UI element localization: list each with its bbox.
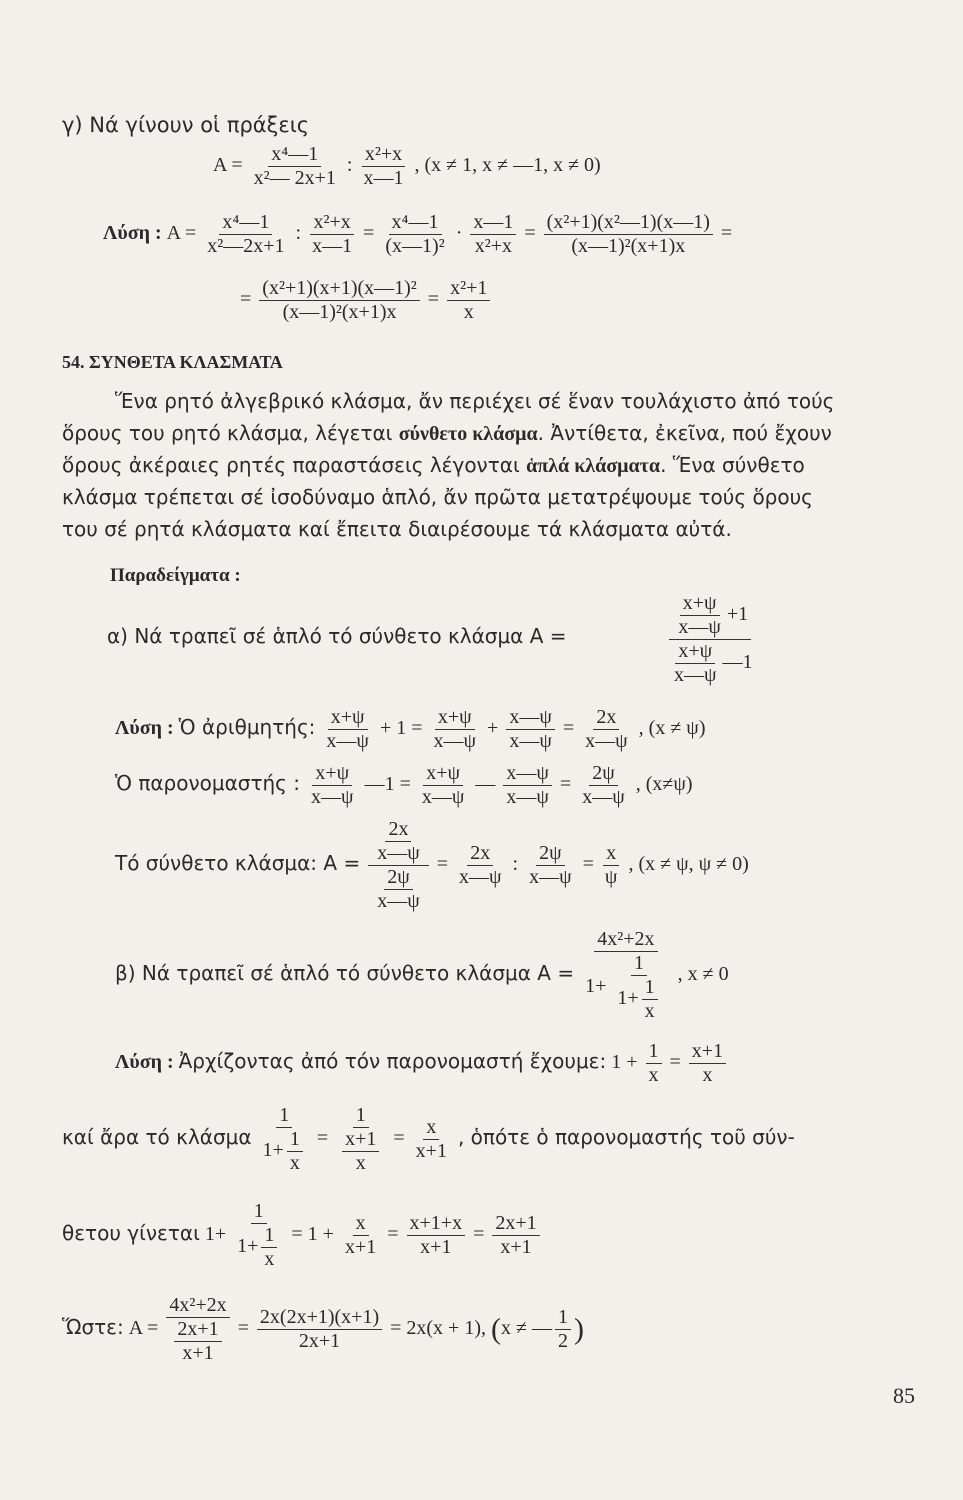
ea-top-den: x—ψ [678, 616, 721, 638]
eb-t-frac [234, 1200, 283, 1271]
eb-solution-label: Λύση : [115, 1051, 174, 1074]
solution-label: Λύση : [103, 222, 162, 245]
ea-composite-label: Τό σύνθετο κλάσμα: A = [115, 851, 361, 876]
ead-f3-den: x—ψ [506, 786, 549, 808]
eb-w-num: 4x²+2x [166, 1294, 229, 1318]
eb-w-lhs: A = [128, 1317, 159, 1340]
ea-top-plus: +1 [726, 603, 749, 626]
eac-eq-2: = [582, 853, 594, 876]
eb-den [582, 952, 670, 1023]
sol-colon: : [295, 222, 302, 245]
eac-bot-den: x—ψ [377, 890, 420, 912]
eb-t-eq-2: = [387, 1223, 399, 1246]
eb-w-den [168, 1318, 227, 1365]
eb-w-cond-frac [555, 1306, 571, 1353]
eb-composite-frac [582, 928, 670, 1023]
eb-num: 4x²+2x [594, 928, 657, 952]
sol-frac-1-den: x²—2x+1 [207, 235, 285, 257]
eb-k-den-frac [287, 1128, 303, 1175]
sol-frac-3-num: x⁴—1 [389, 211, 442, 235]
eb-den-inner [614, 976, 663, 1023]
eac-f1-den: x—ψ [459, 866, 502, 888]
sol-frac-4-den: x²+x [474, 235, 513, 257]
sol-frac-5 [544, 211, 713, 258]
ean-f4-num: 2x [593, 706, 619, 730]
eb-s1-eq: = [669, 1051, 681, 1074]
ea-solution-label: Λύση : [115, 717, 174, 740]
eb-t-frac-2 [342, 1212, 379, 1259]
sol-frac-1-num: x⁴—1 [219, 211, 272, 235]
ean-f4-den: x—ψ [585, 730, 628, 752]
ean-frac-3 [506, 706, 555, 753]
sol-frac-3-den: (x—1)² [385, 235, 445, 257]
section-line-3 [62, 449, 805, 482]
term-composite-fraction: σύνθετο κλάσμα [398, 423, 538, 445]
eb-t-den [234, 1224, 283, 1271]
example-b-wste-line [62, 1294, 584, 1365]
eac-f2-den: x—ψ [529, 866, 572, 888]
sol2-frac-1-den: (x—1)²(x+1)x [282, 301, 397, 323]
eb-t-den-frac [261, 1224, 277, 1271]
ea-bot-frac [671, 640, 720, 687]
ead-frac-4 [579, 762, 628, 809]
sol-frac-1 [204, 211, 287, 258]
section-line-2-a: ὅρους του ρητό κλάσμα, λέγεται [62, 421, 399, 445]
example-b-kai-line [62, 1104, 795, 1175]
eac-f3-den: ψ [604, 866, 618, 888]
eac-bot-num: 2ψ [384, 866, 413, 890]
def-frac-2-num: x²+x [362, 143, 405, 167]
ead-f1-den: x—ψ [311, 786, 354, 808]
eb-den-inner-den: x [644, 1000, 655, 1022]
eb-t-f4-num: 2x+1 [492, 1212, 539, 1236]
def-frac-2 [360, 143, 406, 190]
eb-den-1plus: 1+ [585, 975, 607, 998]
ead-f1-num: x+ψ [312, 762, 352, 786]
eac-f3-num: x [603, 842, 619, 866]
eb-w-frac-2 [257, 1306, 382, 1353]
eb-k-den-1plus: 1+ [262, 1139, 284, 1162]
ead-frac-1 [308, 762, 357, 809]
term-simple-fraction: ἁπλά κλάσματα [526, 455, 661, 477]
eb-t-eq-3: = [473, 1223, 485, 1246]
eac-frac-3 [602, 842, 621, 889]
eac-composite-top [368, 818, 429, 866]
example-a-composite-top [669, 592, 751, 640]
eb-w-eq: = [237, 1317, 249, 1340]
example-a-composite-bottom [665, 640, 756, 687]
sol2-frac-2 [447, 277, 490, 324]
eb-k-num: 1 [276, 1104, 292, 1128]
eb-den-inner-1plus: 1+ [617, 987, 639, 1010]
def-op: : [346, 154, 353, 177]
eb-s1-frac-2 [689, 1040, 726, 1087]
section-title: 54. ΣΥΝΘΕΤΑ ΚΛΑΣΜΑΤΑ [62, 352, 283, 372]
sol-frac-3 [382, 211, 447, 258]
eb-t-frac-4 [492, 1212, 539, 1259]
eb-kai-text: καί ἄρα τό κλάσμα [62, 1125, 252, 1150]
sol-frac-4-num: x—1 [470, 211, 516, 235]
ean-cond: , (x ≠ ψ) [638, 717, 706, 740]
eb-w-den-den: x+1 [182, 1342, 214, 1364]
ea-bot-minus: —1 [722, 651, 753, 674]
eb-s1-f1-den: x [648, 1064, 659, 1086]
ean-f3-num: x—ψ [506, 706, 555, 730]
ean-f1-den: x—ψ [326, 730, 369, 752]
eac-composite-bottom [368, 866, 429, 913]
def-condition: , (x ≠ 1, x ≠ —1, x ≠ 0) [414, 154, 601, 177]
eb-k-f2-den-den: x [355, 1152, 366, 1174]
sol-frac-5-den: (x—1)²(x+1)x [571, 235, 686, 257]
gamma-definition [213, 143, 601, 190]
eac-bot-frac [374, 866, 423, 913]
ean-frac-2 [431, 706, 480, 753]
eb-t-lhs: 1+ [204, 1223, 227, 1246]
example-a-composite [662, 592, 759, 687]
gamma-solution-line-1 [103, 211, 732, 258]
def-frac-2-den: x—1 [363, 167, 404, 189]
eac-top-den: x—ψ [377, 842, 420, 864]
eb-t-den-1plus: 1+ [237, 1235, 259, 1258]
eb-w-f2-num: 2x(2x+1)(x+1) [257, 1306, 382, 1330]
sol2-frac-1 [259, 277, 420, 324]
ead-frac-3 [503, 762, 552, 809]
def-frac-1-den: x²— 2x+1 [253, 167, 336, 189]
eb-k-den-den: x [289, 1152, 300, 1174]
sol-frac-2-den: x—1 [312, 235, 353, 257]
ean-f2-num: x+ψ [435, 706, 475, 730]
example-a-composite-frac [665, 592, 756, 687]
eb-t-f2-den: x+1 [344, 1236, 377, 1258]
sol-eq-1: = [363, 222, 375, 245]
ea-denominator-label: Ὁ παρονομαστής : [115, 771, 301, 796]
example-b-thetou-line [62, 1200, 543, 1271]
eac-top-num: 2x [385, 818, 411, 842]
example-a-text: α) Νά τραπεῖ σέ ἁπλό τό σύνθετο κλάσμα A = [107, 624, 567, 648]
eb-cond: , x ≠ 0 [677, 963, 729, 986]
eb-t-num: 1 [251, 1200, 267, 1224]
eac-frac-1 [456, 842, 505, 889]
eb-w-cond-num: 1 [555, 1306, 571, 1330]
eb-k-eq-2: = [393, 1127, 405, 1150]
sol-lhs: A = [166, 222, 197, 245]
ea-bot-den: x—ψ [674, 664, 717, 686]
eb-w-cond-a: x ≠ — [501, 1317, 552, 1340]
eac-frac-2 [526, 842, 575, 889]
gamma-solution-line-2 [240, 277, 493, 324]
eac-composite-frac [368, 818, 429, 913]
ean-frac-4 [582, 706, 631, 753]
ead-minus1: —1 = [364, 773, 411, 796]
example-a-numerator-line [115, 706, 706, 753]
eac-eq: = [436, 853, 449, 876]
eb-k-f3-den: x+1 [415, 1140, 447, 1162]
eb-s1-lhs: 1 + [611, 1051, 638, 1074]
eb-t-den-den: x [264, 1248, 275, 1270]
section-line-2 [62, 417, 832, 450]
eb-wste-label: Ὥστε: [62, 1315, 124, 1340]
example-a-denominator-line [115, 762, 693, 809]
open-paren: ( [491, 1312, 501, 1346]
eb-k-frac-3 [413, 1116, 450, 1163]
eb-t-f3-num: x+1+x [407, 1212, 466, 1236]
example-a-composite-line [115, 818, 749, 913]
ea-bot-num: x+ψ [675, 640, 715, 664]
sol-eq-3: = [720, 222, 733, 245]
ead-f4-num: 2ψ [589, 762, 618, 786]
section-line-4: κλάσμα τρέπεται σέ ἰσοδύναμο ἁπλό, ἄν πρῶτα μετατρέψουμε τούς ὅρους [62, 485, 813, 509]
example-b-solution-line [115, 1040, 729, 1087]
gamma-heading: γ) Νά γίνουν οἱ πράξεις [62, 113, 310, 137]
eb-k-f2-den-frac [342, 1128, 379, 1175]
ea-top-frac [675, 592, 724, 639]
section-line-3-a: ὅρους ἀκέραιες ρητές παραστάσεις λέγονται [62, 453, 527, 477]
ea-numerator-label: Ὁ ἀριθμητής: [178, 715, 316, 740]
eb-den-1: 1 [631, 952, 647, 976]
eb-t-f3-den: x+1 [420, 1236, 452, 1258]
eb-t-f2-num: x [353, 1212, 369, 1236]
example-b-statement [115, 928, 729, 1023]
sol-frac-5-num: (x²+1)(x²—1)(x—1) [544, 211, 713, 235]
eb-k-eq: = [316, 1127, 329, 1150]
eac-f2-num: 2ψ [536, 842, 565, 866]
eac-top-frac [374, 818, 423, 865]
eb-thetou-text: θετου γίνεται [62, 1221, 200, 1246]
eb-k-f2-den-num: x+1 [342, 1128, 379, 1152]
eac-f1-num: 2x [467, 842, 493, 866]
section-line-3-c: . Ἕνα σύνθετο [660, 453, 805, 477]
eb-s1-f2-num: x+1 [689, 1040, 726, 1064]
ead-frac-2 [419, 762, 468, 809]
ean-plus1: + 1 = [379, 717, 423, 740]
eb-s1-frac-1 [646, 1040, 662, 1087]
eb-w-cond-den: 2 [557, 1330, 568, 1352]
eac-cond: , (x ≠ ψ, ψ ≠ 0) [628, 853, 749, 876]
ead-minus: — [475, 773, 496, 796]
sol2-frac-2-den: x [463, 301, 474, 323]
eb-k-f2-den [336, 1128, 385, 1175]
sol-eq-2: = [524, 222, 536, 245]
def-frac-1 [251, 143, 339, 190]
eb-s1-f2-den: x [702, 1064, 713, 1086]
eb-solution-text: Ἀρχίζοντας ἀπό τόν παρονομαστή ἔχουμε: [178, 1049, 607, 1074]
eb-k-den-num: 1 [287, 1128, 303, 1152]
eb-den-inner-frac [642, 976, 658, 1023]
eb-k-f3-num: x [423, 1116, 439, 1140]
eb-k-den [260, 1128, 309, 1175]
ead-eq: = [559, 773, 572, 796]
sol2-frac-2-num: x²+1 [447, 277, 490, 301]
eb-t-den-num: 1 [261, 1224, 277, 1248]
ead-f3-num: x—ψ [503, 762, 552, 786]
ean-frac-1 [323, 706, 372, 753]
ean-eq: = [562, 717, 575, 740]
eb-k-tail: , ὁπότε ὁ παρονομαστής τοῦ σύν- [457, 1125, 795, 1150]
ean-f1-num: x+ψ [328, 706, 368, 730]
page-number: 85 [893, 1383, 915, 1408]
eb-w-den-frac [174, 1318, 221, 1365]
def-frac-1-num: x⁴—1 [268, 143, 321, 167]
close-paren: ) [573, 1312, 584, 1346]
sol-frac-2-num: x²+x [310, 211, 353, 235]
ead-f2-num: x+ψ [423, 762, 463, 786]
section-line-1: Ἕνα ρητό ἀλγεβρικό κλάσμα, ἄν περιέχει σέ ἕναν τουλάχιστο ἀπό τούς [115, 389, 835, 413]
eb-k-f2-num: 1 [353, 1104, 369, 1128]
def-lhs: A = [213, 154, 243, 177]
section-line-5: του σέ ρητά κλάσματα καί ἔπειτα διαιρέσουμε τά κλάσματα αὐτά. [62, 517, 732, 541]
eb-k-frac-2 [336, 1104, 385, 1175]
sol-frac-4 [470, 211, 516, 258]
ean-f2-den: x—ψ [433, 730, 477, 752]
eac-colon: : [512, 853, 519, 876]
ean-plus: + [487, 717, 499, 740]
ea-top-num: x+ψ [680, 592, 720, 616]
eb-t-eq: = 1 + [291, 1223, 334, 1246]
eb-w-f2-den: 2x+1 [298, 1330, 341, 1352]
eb-s1-f1-num: 1 [646, 1040, 662, 1064]
eb-k-frac [260, 1104, 309, 1175]
sol2-eq: = [240, 288, 252, 311]
ead-f4-den: x—ψ [582, 786, 625, 808]
eb-den-frac [614, 952, 663, 1023]
eb-den-inner-num: 1 [642, 976, 658, 1000]
eb-w-den-num: 2x+1 [174, 1318, 221, 1342]
eb-t-f4-den: x+1 [500, 1236, 532, 1258]
eb-text: β) Νά τραπεῖ σέ ἁπλό τό σύνθετο κλάσμα A = [115, 961, 575, 986]
sol-frac-2 [309, 211, 355, 258]
ead-f2-den: x—ψ [421, 786, 465, 808]
eb-w-frac [166, 1294, 229, 1365]
sol2-eq-2: = [427, 288, 440, 311]
sol-dot: · [455, 222, 463, 245]
ead-cond: , (x≠ψ) [635, 773, 693, 796]
sol2-frac-1-num: (x²+1)(x+1)(x—1)² [259, 277, 420, 301]
examples-title: Παραδείγματα : [110, 565, 241, 586]
ean-f3-den: x—ψ [509, 730, 552, 752]
eb-w-result: = 2x(x + 1), [390, 1317, 486, 1340]
section-line-2-c: . Ἀντίθετα, ἐκεῖνα, πού ἔχουν [537, 421, 832, 445]
eb-t-frac-3 [407, 1212, 466, 1259]
